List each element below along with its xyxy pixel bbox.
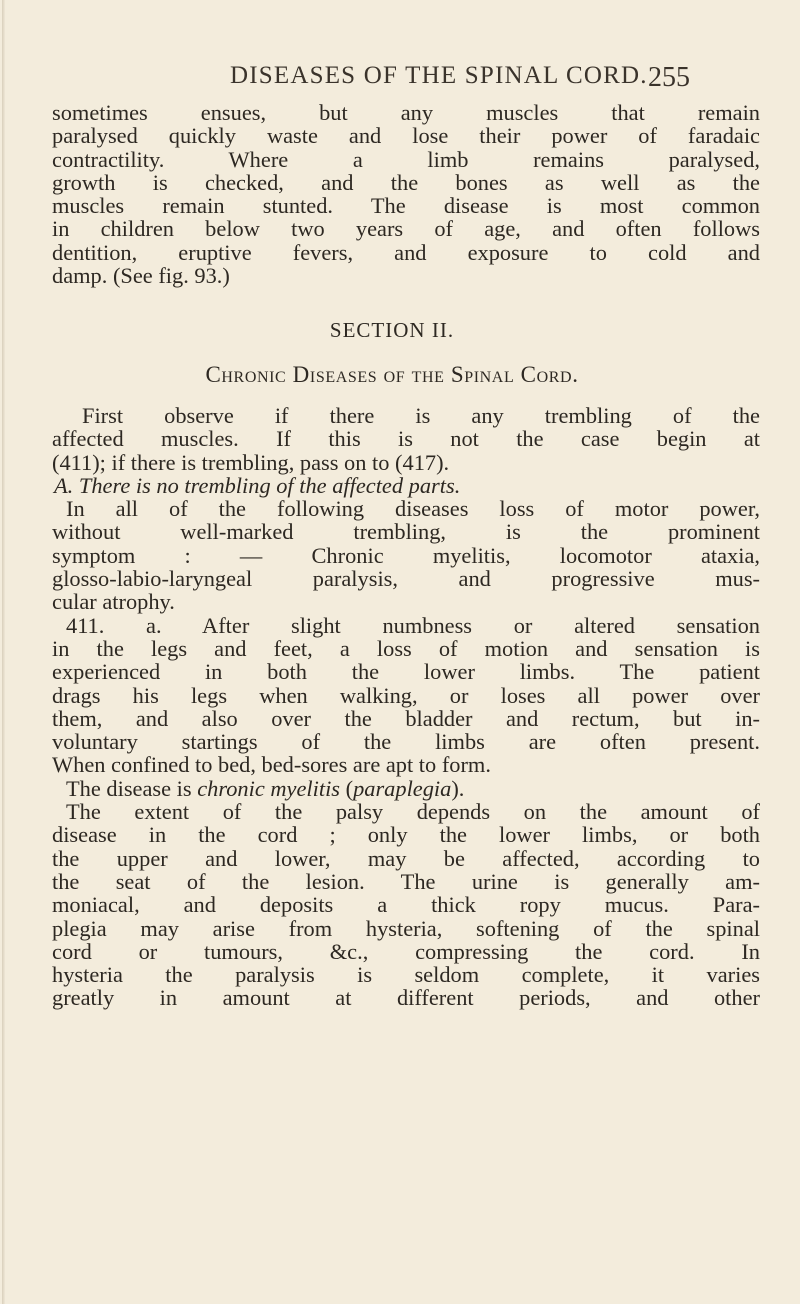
text-line: the seat of the lesion. The urine is generally am- <box>52 868 760 894</box>
paragraph-411 <box>52 614 760 800</box>
text-line: contractility. Where a limb remains paralysed, <box>52 146 760 172</box>
text-line: plegia may arise from hysteria, softening of the spinal <box>52 915 760 941</box>
paragraph-palsy-extent <box>52 800 760 1010</box>
text-line: affected muscles. If this is not the case begin at <box>52 426 760 452</box>
page-number: 255 <box>648 62 690 93</box>
body-text <box>52 101 760 1010</box>
subheading-a: A. There is no trembling of the affected parts. <box>54 472 461 498</box>
paren-close: ). <box>451 775 465 801</box>
text-line: glosso-labio-laryngeal paralysis, and progressive mus- <box>52 566 760 592</box>
text-line: First observe if there is any trembling of the <box>82 402 760 428</box>
disease-name-line <box>52 777 760 800</box>
text-line: muscles remain stunted. The disease is most common <box>52 193 760 219</box>
paragraph-continuation <box>52 101 760 287</box>
text-line: When confined to bed, bed-sores are apt to form. <box>52 752 491 778</box>
disease-prefix: The disease is <box>66 775 198 801</box>
text-line: damp. (See fig. 93.) <box>52 263 230 289</box>
text-line: voluntary startings of the limbs are often present. <box>52 729 760 755</box>
paren-open: ( <box>340 775 354 801</box>
disease-alt-name: paraplegia <box>353 775 452 801</box>
text-line: drags his legs when walking, or loses all power over <box>52 682 760 708</box>
text-line: without well-marked trembling, is the prominent <box>52 519 760 545</box>
text-line: symptom : — Chronic myelitis, locomotor ataxia, <box>52 542 760 568</box>
text-line: The extent of the palsy depends on the amount of <box>66 799 760 825</box>
text-line: them, and also over the bladder and rectum, but in- <box>52 705 760 731</box>
text-line: in the legs and feet, a loss of motion and sensation is <box>52 635 760 661</box>
text-line: experienced in both the lower limbs. The patient <box>52 659 760 685</box>
text-line: paralysed quickly waste and lose their power of faradaic <box>52 123 760 149</box>
text-line: hysteria the paralysis is seldom complete, it varies <box>52 962 760 988</box>
running-title: DISEASES OF THE SPINAL CORD. <box>230 62 648 89</box>
section-heading: SECTION II. <box>329 318 455 343</box>
running-head <box>0 62 800 98</box>
text-line: cular atrophy. <box>52 589 175 615</box>
text-line: sometimes ensues, but any muscles that remain <box>52 100 760 125</box>
text-line: cord or tumours, &c., compressing the cord. In <box>52 938 760 964</box>
text-line: (411); if there is trembling, pass on to (417). <box>52 449 450 475</box>
text-line: disease in the cord ; only the lower limbs, or both <box>52 822 760 848</box>
paragraph-motor-power <box>52 497 760 613</box>
text-line: growth is checked, and the bones as well as the <box>52 169 760 195</box>
text-line: 411. a. After slight numbness or altered sensation <box>66 612 760 638</box>
text-line: in children below two years of age, and often follows <box>52 216 760 242</box>
page-gutter <box>2 0 5 1304</box>
disease-name: chronic myelitis <box>197 775 341 801</box>
text-line: moniacal, and deposits a thick ropy mucus. Para- <box>52 892 760 918</box>
paragraph-instructions <box>52 404 760 474</box>
text-line: the upper and lower, may be affected, according to <box>52 845 760 871</box>
text-line: greatly in amount at different periods, and other <box>52 985 760 1011</box>
text-line: In all of the following diseases loss of motor power, <box>66 496 760 522</box>
text-line: dentition, eruptive fevers, and exposure to cold and <box>52 239 760 265</box>
chapter-heading: Chronic Diseases of the Spinal Cord. <box>205 361 579 387</box>
